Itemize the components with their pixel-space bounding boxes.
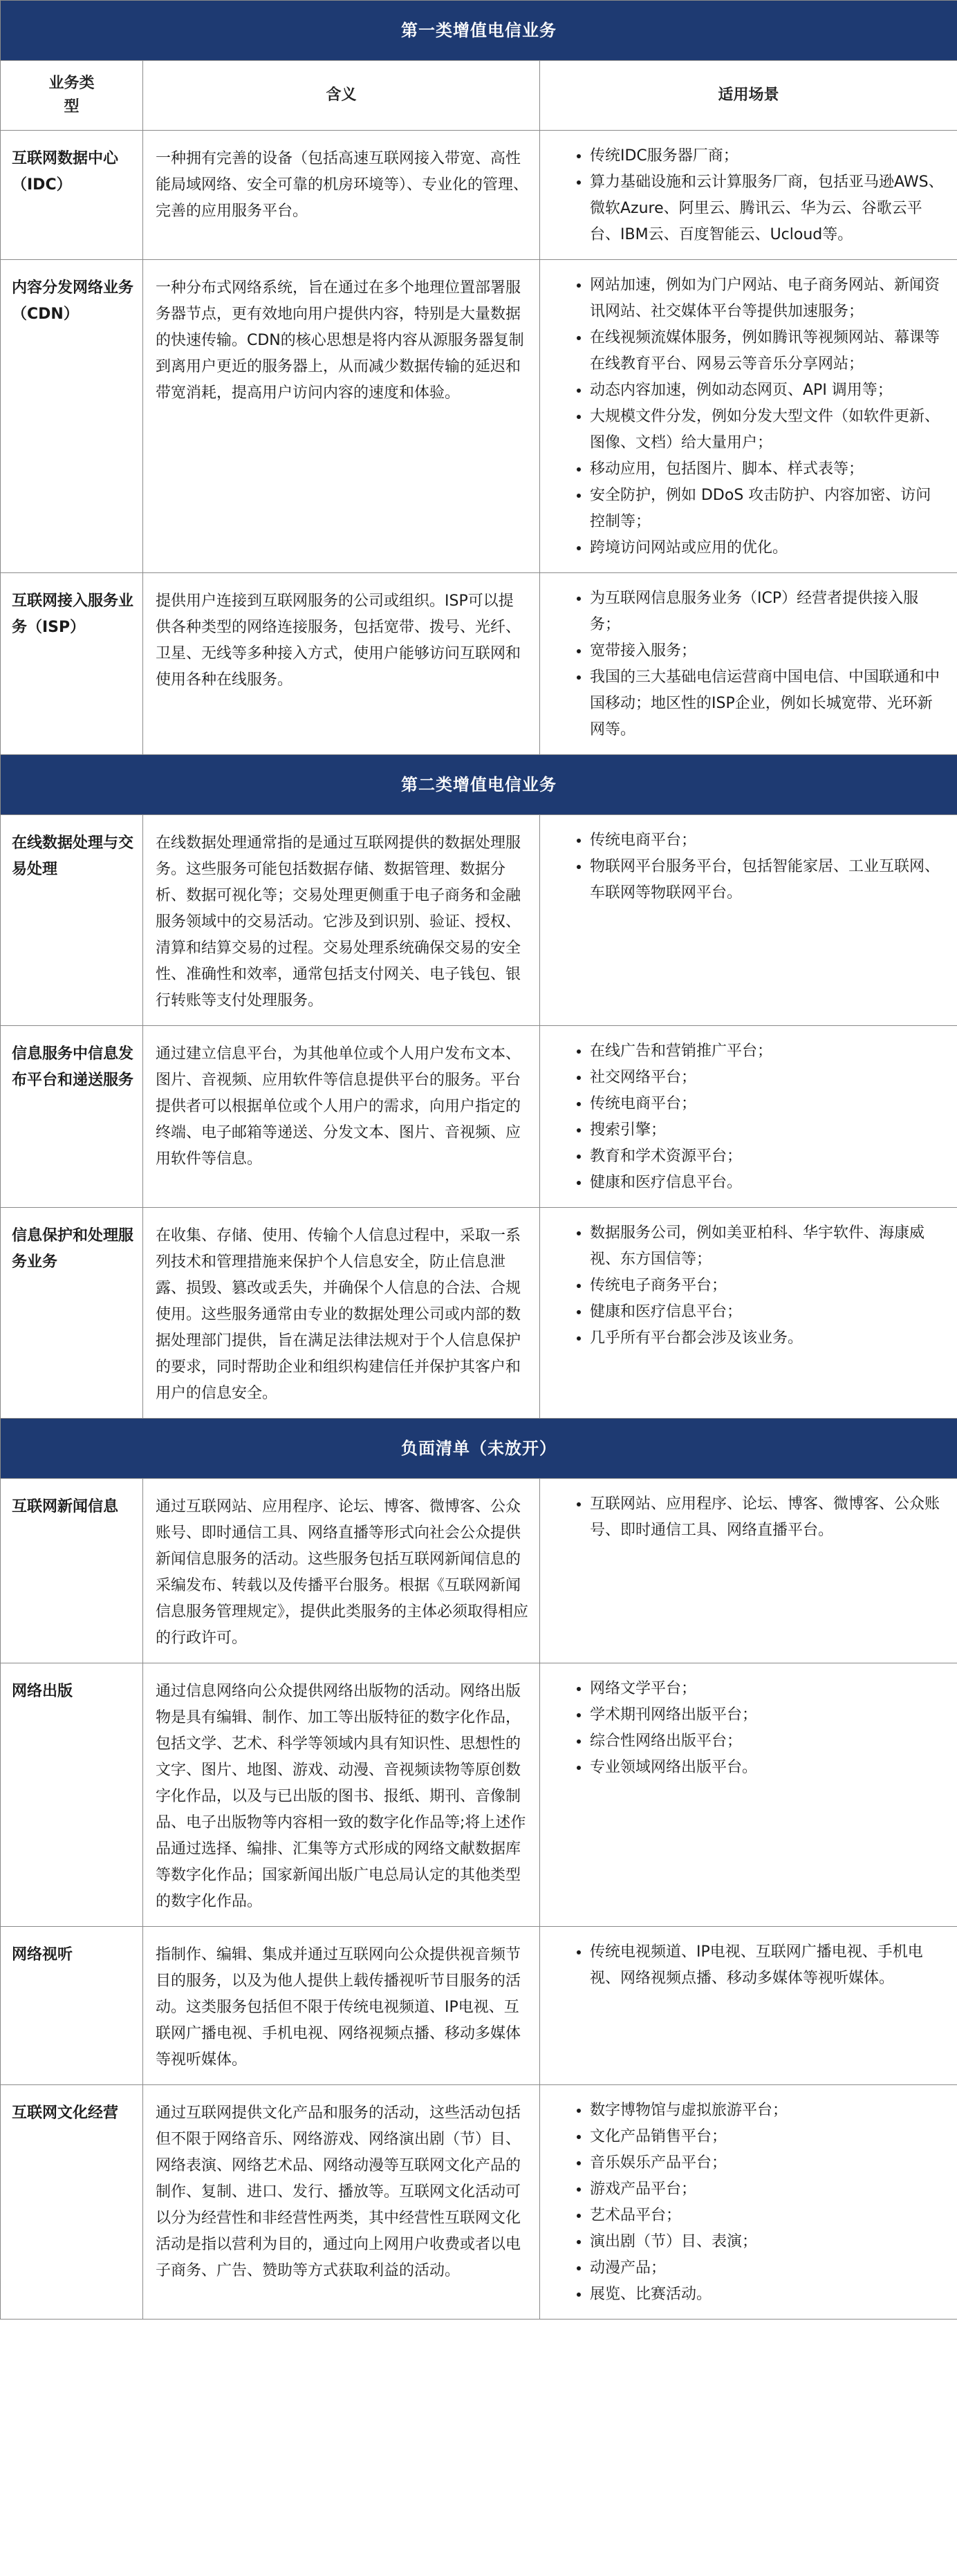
section-header [1, 1, 957, 61]
table-row [1, 1479, 957, 1663]
scenes-cell [540, 1663, 957, 1927]
scenes-list [551, 1491, 945, 1544]
list-item: • 物联网平台服务平台，包括智能家居、工业互联网、车联网等物联网平台。 [590, 854, 945, 906]
meaning-cell: 一种拥有完善的设备（包括高速互联网接入带宽、高性能局域网络、安全可靠的机房环境等）、专业化的管理、完善的应用服务平台。 [143, 131, 540, 260]
list-item: • 跨境访问网站或应用的优化。 [590, 535, 945, 561]
meaning-cell: 在收集、存储、使用、传输个人信息过程中，采取一系列技术和管理措施来保护个人信息安全，防止信息泄露、损毁、篡改或丢失，并确保个人信息的合法、合规使用。这些服务通常由专业的数据处理公司或内部的数据处理部门提供，旨在满足法律法规对于个人信息保护的要求，同时帮助企业和组织构建信任并保护其客户和用户的信息安全。 [143, 1208, 540, 1419]
list-item: • 算力基础设施和云计算服务厂商，包括亚马逊AWS、微软Azure、阿里云、腾讯云、华为云、谷歌云平台、IBM云、百度智能云、Ucloud等。 [590, 169, 945, 248]
list-item: • 动态内容加速，例如动态网页、API 调用等； [590, 377, 945, 404]
table-row [1, 815, 957, 1026]
table-row [1, 1208, 957, 1419]
list-item: • 演出剧（节）目、表演； [590, 2229, 945, 2255]
meaning-cell: 通过互联网站、应用程序、论坛、博客、微博客、公众账号、即时通信工具、网络直播等形式向社会公众提供新闻信息服务的活动。这些服务包括互联网新闻信息的采编发布、转载以及传播平台服务。根据《互联网新闻信息服务管理规定》，提供此类服务的主体必须取得相应的行政许可。 [143, 1479, 540, 1663]
meaning-cell: 一种分布式网络系统，旨在通过在多个地理位置部署服务器节点，更有效地向用户提供内容，特别是大量数据的快速传输。CDN的核心思想是将内容从源服务器复制到离用户更近的服务器上，从而减少数据传输的延迟和带宽消耗，提高用户访问内容的速度和体验。 [143, 260, 540, 573]
list-item: • 展览、比赛活动。 [590, 2281, 945, 2308]
list-item: • 学术期刊网络出版平台； [590, 1702, 945, 1728]
scenes-cell [540, 1026, 957, 1208]
business-type-cell: 网络出版 [1, 1663, 143, 1927]
scenes-cell [540, 815, 957, 1026]
scenes-list [551, 1676, 945, 1781]
scenes-cell [540, 2085, 957, 2320]
list-item: • 动漫产品； [590, 2255, 945, 2281]
business-type-cell: 内容分发网络业务（CDN） [1, 260, 143, 573]
meaning-cell: 提供用户连接到互联网服务的公司或组织。ISP可以提供各种类型的网络连接服务，包括宽带、拨号、光纤、卫星、无线等多种接入方式，使用户能够访问互联网和使用各种在线服务。 [143, 573, 540, 755]
scenes-cell [540, 1927, 957, 2085]
business-type-cell: 互联网新闻信息 [1, 1479, 143, 1663]
list-item: • 音乐娱乐产品平台； [590, 2150, 945, 2176]
list-item: • 综合性网络出版平台； [590, 1728, 945, 1755]
list-item: • 传统电商平台； [590, 828, 945, 854]
list-item: • 数字博物馆与虚拟旅游平台； [590, 2098, 945, 2124]
list-item: • 传统电视频道、IP电视、互联网广播电视、手机电视、网络视频点播、移动多媒体等视听媒体。 [590, 1939, 945, 1992]
list-item: • 教育和学术资源平台； [590, 1144, 945, 1170]
table-row [1, 260, 957, 573]
list-item: • 互联网站、应用程序、论坛、博客、微博客、公众账号、即时通信工具、网络直播平台。 [590, 1491, 945, 1544]
list-item: • 文化产品销售平台； [590, 2124, 945, 2150]
list-item: • 网络文学平台； [590, 1676, 945, 1702]
column-header-row [1, 61, 957, 131]
column-header-scenes: 适用场景 [540, 61, 957, 131]
scenes-list [551, 2098, 945, 2308]
list-item: • 在线视频流媒体服务，例如腾讯等视频网站、幕课等在线教育平台、网易云等音乐分享网站； [590, 325, 945, 377]
table-row [1, 131, 957, 260]
column-header-meaning: 含义 [143, 61, 540, 131]
business-type-cell: 互联网接入服务业务（ISP） [1, 573, 143, 755]
table-row [1, 1663, 957, 1927]
list-item: • 传统电子商务平台； [590, 1273, 945, 1299]
list-item: • 搜索引擎； [590, 1117, 945, 1144]
list-item: • 社交网络平台； [590, 1065, 945, 1091]
business-type-cell: 网络视听 [1, 1927, 143, 2085]
scenes-cell [540, 260, 957, 573]
list-item: • 游戏产品平台； [590, 2176, 945, 2203]
list-item: • 健康和医疗信息平台。 [590, 1170, 945, 1196]
list-item: • 我国的三大基础电信运营商中国电信、中国联通和中国移动；地区性的ISP企业，例如长城宽带、光环新网等。 [590, 664, 945, 743]
list-item: • 大规模文件分发，例如分发大型文件（如软件更新、图像、文档）给大量用户； [590, 404, 945, 456]
meaning-cell: 通过建立信息平台，为其他单位或个人用户发布文本、图片、音视频、应用软件等信息提供平台的服务。平台提供者可以根据单位或个人用户的需求，向用户指定的终端、电子邮箱等递送、分发文本、图片、音视频、应用软件等信息。 [143, 1026, 540, 1208]
scenes-cell [540, 131, 957, 260]
scenes-list [551, 1220, 945, 1352]
scenes-list [551, 1038, 945, 1196]
meaning-cell: 通过互联网提供文化产品和服务的活动，这些活动包括但不限于网络音乐、网络游戏、网络演出剧（节）目、网络表演、网络艺术品、网络动漫等互联网文化产品的制作、复制、进口、发行、播放等。互联网文化活动可以分为经营性和非经营性两类，其中经营性互联网文化活动是指以营利为目的，通过向上网用户收费或者以电子商务、广告、赞助等方式获取利益的活动。 [143, 2085, 540, 2320]
scenes-list [551, 143, 945, 248]
meaning-cell: 通过信息网络向公众提供网络出版物的活动。网络出版物是具有编辑、制作、加工等出版特征的数字化作品，包括文学、艺术、科学等领域内具有知识性、思想性的文字、图片、地图、游戏、动漫、音视频读物等原创数字化作品，以及与已出版的图书、报纸、期刊、音像制品、电子出版物等内容相一致的数字化作品等;将上述作品通过选择、编排、汇集等方式形成的网络文献数据库等数字化作品；国家新闻出版广电总局认定的其他类型的数字化作品。 [143, 1663, 540, 1927]
list-item: • 专业领域网络出版平台。 [590, 1755, 945, 1781]
list-item: • 几乎所有平台都会涉及该业务。 [590, 1325, 945, 1352]
list-item: • 在线广告和营销推广平台； [590, 1038, 945, 1065]
scenes-list [551, 272, 945, 561]
scenes-list [551, 1939, 945, 1992]
list-item: • 移动应用，包括图片、脚本、样式表等； [590, 456, 945, 483]
list-item: • 数据服务公司，例如美亚柏科、华宇软件、海康威视、东方国信等； [590, 1220, 945, 1273]
column-header-type-label: 业务类型 [48, 75, 95, 115]
business-type-cell: 信息保护和处理服务业务 [1, 1208, 143, 1419]
business-type-cell: 信息服务中信息发布平台和递送服务 [1, 1026, 143, 1208]
scenes-cell [540, 1479, 957, 1663]
scenes-cell [540, 573, 957, 755]
list-item: • 安全防护，例如 DDoS 攻击防护、内容加密、访问控制等； [590, 483, 945, 535]
meaning-cell: 在线数据处理通常指的是通过互联网提供的数据处理服务。这些服务可能包括数据存储、数据管理、数据分析、数据可视化等；交易处理更侧重于电子商务和金融服务领域中的交易活动。它涉及到识别、验证、授权、清算和结算交易的过程。交易处理系统确保交易的安全性、准确性和效率，通常包括支付网关、电子钱包、银行转账等支付处理服务。 [143, 815, 540, 1026]
section-title: 第一类增值电信业务 [1, 1, 957, 61]
section-header [1, 755, 957, 815]
list-item: • 为互联网信息服务业务（ICP）经营者提供接入服务； [590, 586, 945, 638]
column-header-type [1, 61, 143, 131]
table-row [1, 573, 957, 755]
business-type-cell: 互联网文化经营 [1, 2085, 143, 2320]
table-row [1, 2085, 957, 2320]
scenes-cell [540, 1208, 957, 1419]
meaning-cell: 指制作、编辑、集成并通过互联网向公众提供视音频节目的服务，以及为他人提供上载传播视听节目服务的活动。这类服务包括但不限于传统电视频道、IP电视、互联网广播电视、手机电视、网络视频点播、移动多媒体等视听媒体。 [143, 1927, 540, 2085]
scenes-list [551, 586, 945, 743]
section-header [1, 1419, 957, 1479]
business-type-cell: 在线数据处理与交易处理 [1, 815, 143, 1026]
scenes-list [551, 828, 945, 906]
list-item: • 网站加速，例如为门户网站、电子商务网站、新闻资讯网站、社交媒体平台等提供加速服务； [590, 272, 945, 325]
list-item: • 传统IDC服务器厂商； [590, 143, 945, 169]
section-title: 第二类增值电信业务 [1, 755, 957, 815]
table-row [1, 1026, 957, 1208]
list-item: • 健康和医疗信息平台； [590, 1299, 945, 1325]
table-row [1, 1927, 957, 2085]
business-type-cell: 互联网数据中心（IDC） [1, 131, 143, 260]
list-item: • 艺术品平台； [590, 2203, 945, 2229]
list-item: • 传统电商平台； [590, 1091, 945, 1117]
section-title: 负面清单（未放开） [1, 1419, 957, 1479]
list-item: • 宽带接入服务； [590, 638, 945, 664]
